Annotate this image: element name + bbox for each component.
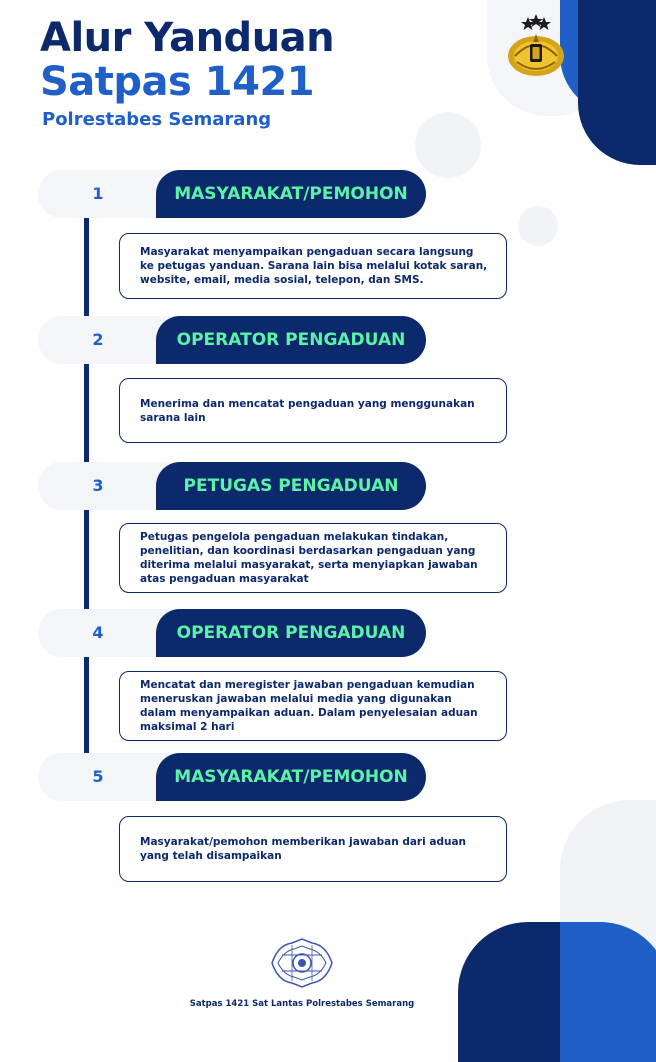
step-title: PETUGAS PENGADUAN bbox=[156, 462, 426, 510]
page-title-secondary: Satpas 1421 bbox=[40, 59, 315, 105]
step-title: OPERATOR PENGADUAN bbox=[156, 316, 426, 364]
step-description-box bbox=[119, 233, 507, 299]
step-number: 5 bbox=[92, 767, 104, 786]
step-header bbox=[38, 170, 426, 218]
decor-circle bbox=[415, 112, 481, 178]
step-description-box bbox=[119, 523, 507, 593]
step-description: Menerima dan mencatat pengaduan yang menggunakan sarana lain bbox=[140, 397, 475, 424]
step-description: Masyarakat menyampaikan pengaduan secara langsung ke petugas yanduan. Sarana lain bisa melalui kotak saran, website, email, media sosial, telepon, dan SMS. bbox=[140, 246, 488, 286]
step-number: 1 bbox=[92, 184, 104, 203]
step-number: 2 bbox=[92, 330, 104, 349]
step-header bbox=[38, 609, 426, 657]
step-title: MASYARAKAT/PEMOHON bbox=[156, 753, 426, 801]
step-title: OPERATOR PENGADUAN bbox=[156, 609, 426, 657]
step-number: 4 bbox=[92, 623, 104, 642]
decor-shape-bottom-blue bbox=[560, 922, 656, 1062]
step-number: 3 bbox=[92, 476, 104, 495]
step-description: Masyarakat/pemohon memberikan jawaban dari aduan yang telah disampaikan bbox=[140, 836, 467, 862]
step-title: MASYARAKAT/PEMOHON bbox=[156, 170, 426, 218]
decor-shape-top-navy bbox=[578, 0, 656, 165]
step-header bbox=[38, 316, 426, 364]
step-header bbox=[38, 462, 426, 510]
step-description: Petugas pengelola pengaduan melakukan tindakan, penelitian, dan koordinasi berdasarkan pengaduan yang diterima melalui masyarakat, serta menyiapkan jawaban atas pengaduan masyarakat bbox=[140, 531, 478, 585]
traffic-police-emblem-icon bbox=[268, 933, 336, 993]
decor-circle bbox=[518, 206, 558, 246]
step-description-box bbox=[119, 816, 507, 882]
step-description: Mencatat dan meregister jawaban pengaduan kemudian meneruskan jawaban melalui media yang digunakan dalam menyampaikan aduan. Dalam penyelesaian aduan maksimal 2 hari bbox=[140, 679, 478, 733]
step-description-box bbox=[119, 671, 507, 741]
page-title: Alur Yanduan bbox=[40, 15, 335, 61]
page-subtitle: Polrestabes Semarang bbox=[42, 109, 272, 130]
step-header bbox=[38, 753, 426, 801]
step-description-box bbox=[119, 378, 507, 443]
footer-text: Satpas 1421 Sat Lantas Polrestabes Semarang bbox=[189, 999, 415, 1009]
police-emblem-icon bbox=[503, 14, 569, 80]
